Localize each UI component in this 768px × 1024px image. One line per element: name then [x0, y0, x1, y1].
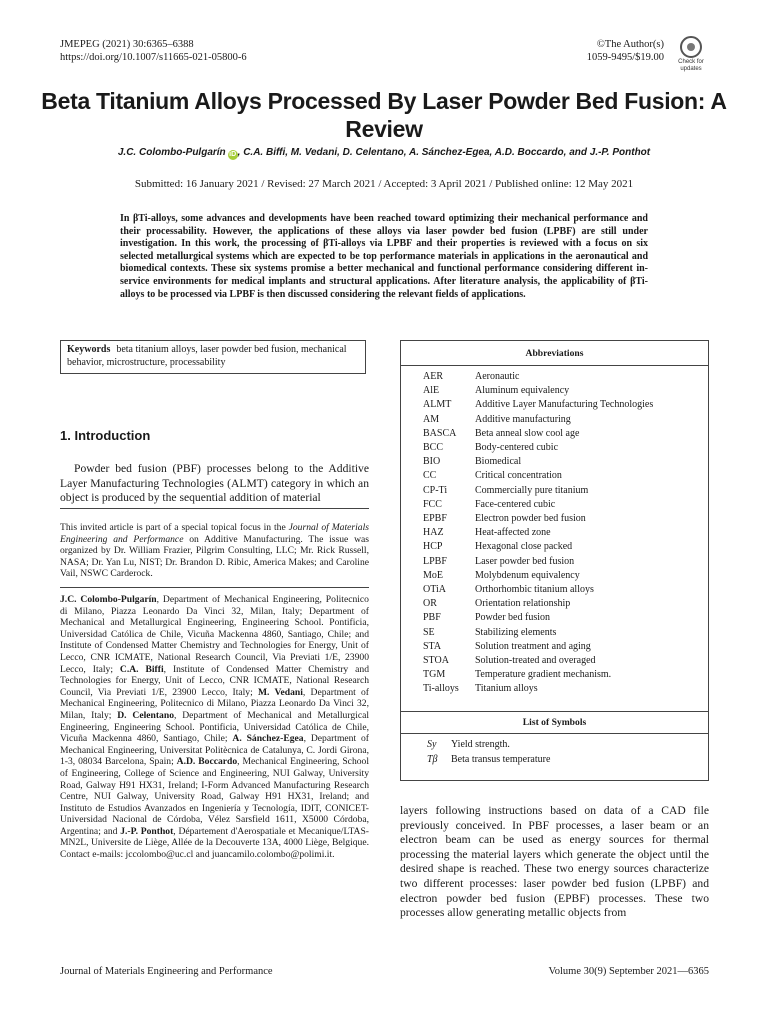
- abbreviation-term: PBF: [423, 612, 441, 624]
- abbreviation-definition: Orientation relationship: [475, 598, 571, 610]
- abbreviation-term: BIO: [423, 456, 441, 468]
- abbreviation-row: [423, 626, 556, 640]
- affiliation-author-name: C.A. Biffi: [119, 663, 164, 675]
- abbreviation-definition: Critical concentration: [475, 470, 562, 482]
- abbreviation-row: [423, 640, 591, 654]
- symbols-title-rule: [401, 733, 708, 734]
- article-title: Beta Titanium Alloys Processed By Laser Powder Bed Fusion: A Review: [41, 88, 727, 142]
- badge-line2: updates: [680, 66, 702, 72]
- abbreviation-row: [423, 569, 580, 583]
- abbreviation-term: HCP: [423, 541, 443, 553]
- affiliation-author-name: D. Celentano: [117, 709, 174, 721]
- abbreviation-row: [423, 540, 572, 554]
- abbreviation-row: [423, 583, 594, 597]
- symbol-term: Sy: [427, 739, 437, 750]
- symbol-definition: Yield strength.: [451, 739, 510, 750]
- abbreviation-term: ALMT: [423, 399, 452, 411]
- abbreviation-definition: Stabilizing elements: [475, 626, 557, 638]
- affiliation-text: , Institute of Condensed Matter Chemistry and Technologies for Energy, Unit of Lecco, CNR ICMATE, National Research Council, Via Previati 1/E, 23900 Lecco, Italy;: [60, 663, 370, 698]
- abbreviation-term: CP-Ti: [423, 484, 448, 496]
- abbreviation-term: BCC: [423, 442, 444, 453]
- footer-volume-page: Volume 30(9) September 2021—6365: [548, 966, 709, 977]
- abbreviation-row: [423, 682, 538, 696]
- symbols-title: List of Symbols: [522, 717, 587, 728]
- abbreviation-definition: Temperature gradient mechanism.: [475, 669, 612, 681]
- abbreviation-definition: Solution treatment and aging: [475, 640, 591, 652]
- affiliation-text: , Department of Mechanical and Metallurgical Engineering, Engineering School. Pontificia, Universidad Católica de Chile, Vicuña Mackenna 4860, Santiago, Chile;: [60, 709, 369, 745]
- abbreviations-box: [400, 340, 709, 781]
- abbreviation-definition: Molybdenum equivalency: [475, 569, 580, 581]
- abbreviation-row: [423, 654, 596, 668]
- publication-dates: Submitted: 16 January 2021 / Revised: 27 March 2021 / Accepted: 3 April 2021 / Published online: 12 May 2021: [134, 178, 634, 190]
- author-affiliations: [60, 594, 369, 861]
- affiliation-text: , Department of Mechanical Engineering, Politecnico di Milano, Piazza Leonardo Da Vinci 32, Milan, Italy; Department of Mechanical and Metallurgical Engineering, Engineering School. Pontificia, Universidad Católica de Chile, Vicuña Mackenna 4860, Santiago, Chile; and Institute of Condensed Matter Chemistry and Technologies for Energy, Unit of Lecco, CNR ICMATE, National Research Council, Via Previati 1/E, 23900 Lecco, Italy;: [60, 594, 369, 675]
- copyright-notice: ©The Author(s): [596, 39, 664, 50]
- abbreviation-definition: Additive Layer Manufacturing Technologies: [475, 399, 654, 411]
- abbreviation-row: [423, 469, 562, 483]
- abbreviation-term: SE: [423, 626, 435, 638]
- section-heading: 1. Introduction: [60, 428, 151, 443]
- abbreviation-term: AER: [423, 371, 443, 382]
- symbol-term: Tβ: [427, 753, 438, 765]
- abbreviation-row: [423, 398, 653, 412]
- check-for-updates-badge[interactable]: [673, 36, 709, 73]
- abstract: In βTi-alloys, some advances and developments have been reached toward optimizing their mechanical performance and their processability. However, the applications of these alloys via laser powder bed fusion (LPBF) are still under investigation. In this work, the processing of βTi-alloys via LPBF and their properties is reviewed with a focus on six selected metallurgical systems which are expected to be top performance materials in applications in the aeronautical and biomedical contexts. These six systems promise a better mechanical and functional performance considering different in-service environments for medical implants and structural applications. After literature analysis, the applicability of βTi-alloys to be processed via LPBF is then discussed considering the relevant fields of applications.: [120, 213, 648, 300]
- abbreviation-term: OTiA: [423, 584, 446, 595]
- abbreviation-definition: Laser powder bed fusion: [475, 555, 575, 567]
- abbreviation-row: [423, 441, 558, 455]
- keywords-label: Keywords: [67, 344, 111, 355]
- abbreviation-term: TGM: [423, 669, 446, 681]
- abbreviation-term: BASCA: [423, 427, 457, 439]
- other-authors: , C.A. Biffi, M. Vedani, D. Celentano, A. Sánchez-Egea, A.D. Boccardo, and J.-P. Ponthot: [237, 147, 651, 158]
- abbreviation-term: Ti-alloys: [423, 683, 459, 695]
- abbreviation-term: CC: [423, 470, 437, 482]
- abbreviation-term: OR: [423, 598, 437, 610]
- affiliation-text: , Département d'Aerospatiale et Mecanique/LTAS-MN2L, Universite de Liège, Allée de la Decouverte 13A, 4000 Liège, Belgique. Contact e-mails: jccolombo@uc.cl and juancamilo.colombo@polimi.it.: [60, 825, 369, 861]
- abbreviation-definition: Body-centered cubic: [475, 442, 559, 453]
- affiliation-author-name: A.D. Boccardo: [176, 756, 238, 768]
- abbreviation-definition: Titanium alloys: [475, 683, 538, 695]
- abbreviation-definition: Electron powder bed fusion: [475, 513, 586, 524]
- footer-journal: Journal of Materials Engineering and Performance: [60, 966, 273, 977]
- abbreviation-definition: Face-centered cubic: [475, 498, 556, 510]
- abbreviation-term: LPBF: [423, 555, 447, 567]
- abbreviation-definition: Aluminum equivalency: [475, 385, 570, 397]
- first-author: J.C. Colombo-Pulgarín: [117, 147, 226, 158]
- affiliation-author-name: J.-P. Ponthot: [120, 825, 174, 837]
- abbreviation-row: [423, 427, 579, 441]
- abbreviation-definition: Powder bed fusion: [475, 612, 550, 624]
- author-list: [60, 147, 708, 160]
- issn-price: 1059-9495/$19.00: [586, 52, 664, 63]
- abbreviations-rule: [401, 365, 708, 366]
- affiliation-author-name: A. Sánchez-Egea: [232, 733, 304, 745]
- abbreviation-definition: Heat-affected zone: [475, 527, 551, 539]
- abbreviation-row: [423, 555, 574, 569]
- note-journal-name: Journal of Materials Engineering and Performance: [60, 522, 370, 545]
- footnote-divider: [60, 508, 369, 509]
- abbreviation-definition: Hexagonal close packed: [475, 541, 573, 553]
- abbreviation-term: STOA: [423, 655, 449, 666]
- affiliation-author-name: J.C. Colombo-Pulgarín: [60, 594, 157, 605]
- abbreviation-definition: Commercially pure titanium: [475, 484, 589, 496]
- abbreviations-title: Abbreviations: [525, 348, 584, 359]
- affiliation-text: , Mechanical Engineering, School of Engineering, College of Science and Engineering, NUI Galway, University Road, Galway H91 HX31, Ireland; I-Form Advanced Manufacturing Research Centre, NUI Galway, University Road, Galway H91 HX31, Ireland; and Instituto de Estudios Avanzados en Ingeniería y Tecnología, IDIT, CONICET-Universidad Nacional de Córdoba, Vélez Sarsfield 1611, X5000 Córdoba, Argentina; and: [60, 756, 370, 837]
- note-prefix: This invited article is part of a special topical focus in the: [60, 522, 289, 533]
- abbreviation-definition: Beta anneal slow cool age: [475, 427, 580, 439]
- abbreviation-row: [423, 668, 611, 682]
- abbreviation-definition: Biomedical: [475, 456, 522, 468]
- check-for-updates-icon: [680, 36, 702, 58]
- abbreviation-term: AlE: [423, 385, 440, 397]
- abbreviation-row: [423, 384, 569, 398]
- abbreviation-row: [423, 413, 571, 427]
- badge-line1: Check for: [678, 59, 704, 65]
- abbreviation-term: HAZ: [423, 527, 444, 539]
- abbreviation-row: [423, 526, 551, 540]
- keywords-text: beta titanium alloys, laser powder bed fusion, mechanical behavior, microstructure, processability: [67, 344, 347, 368]
- invited-article-note: [60, 522, 369, 580]
- abbreviation-term: AM: [423, 413, 440, 425]
- abbreviation-row: [423, 498, 555, 512]
- abbreviation-definition: Aeronautic: [475, 371, 520, 382]
- abbreviation-term: EPBF: [423, 513, 447, 524]
- symbol-row: [427, 753, 550, 768]
- orcid-icon[interactable]: iD: [229, 151, 237, 158]
- journal-reference: JMEPEG (2021) 30:6365–6388: [60, 39, 194, 50]
- doi-link[interactable]: https://doi.org/10.1007/s11665-021-05800-6: [60, 52, 247, 63]
- abbreviation-row: [423, 611, 550, 625]
- abbreviation-row: [423, 597, 570, 611]
- abbreviation-row: [423, 512, 586, 526]
- keywords-box: [60, 340, 366, 374]
- abbreviation-definition: Additive manufacturing: [475, 413, 571, 425]
- abbreviation-row: [423, 484, 588, 498]
- note-suffix: on Additive Manufacturing. The issue was organized by Dr. William Frazier, Pilgrim Consulting, LLC; Mr. Rick Russell, NASA; Dr. Yan Lu, NIST; Dr. Brandon D. Ribic, America Makes; and Caroline Vail, NSWC Carderock.: [60, 533, 369, 580]
- affiliation-divider: [60, 587, 369, 588]
- abbreviation-row: [423, 370, 519, 384]
- symbol-definition: Beta transus temperature: [451, 753, 551, 765]
- intro-paragraph-1: Powder bed fusion (PBF) processes belong to the Additive Layer Manufacturing Technologies (ALMT) category in which an object is produced by the sequential addition of material: [60, 462, 369, 505]
- abbreviation-term: FCC: [423, 498, 442, 510]
- intro-paragraph-2: layers following instructions based on data of a CAD file previously conceived. In PBF processes, a laser beam or an electron beam can be used as energy sources for thermal processing the material layers which generate the object until the desired shape is reached. These two energy sources characterize two different processes: laser powder bed fusion (LPBF) and electron powder bed fusion (EPBF) processes. These two processes allow generating metallic objects from: [400, 804, 709, 920]
- abbreviation-term: STA: [423, 640, 442, 652]
- abbreviation-term: MoE: [423, 569, 443, 581]
- abbreviation-row: [423, 455, 521, 469]
- abbreviation-definition: Orthorhombic titanium alloys: [475, 584, 594, 595]
- abbreviation-definition: Solution-treated and overaged: [475, 655, 596, 666]
- symbols-rule: [401, 711, 708, 712]
- symbol-row: [427, 738, 510, 753]
- affiliation-text: , Department of Mechanical Engineering, Universitat Politècnica de Catalunya, C. Jordi Girona, 1-3, 08034 Barcelona, Spain;: [60, 733, 369, 768]
- affiliation-text: , Department of Mechanical Engineering, Politecnico di Milano, Piazza Leonardo Da Vinci 32, Milan, Italy;: [60, 686, 369, 721]
- affiliation-author-name: M. Vedani: [257, 686, 303, 698]
